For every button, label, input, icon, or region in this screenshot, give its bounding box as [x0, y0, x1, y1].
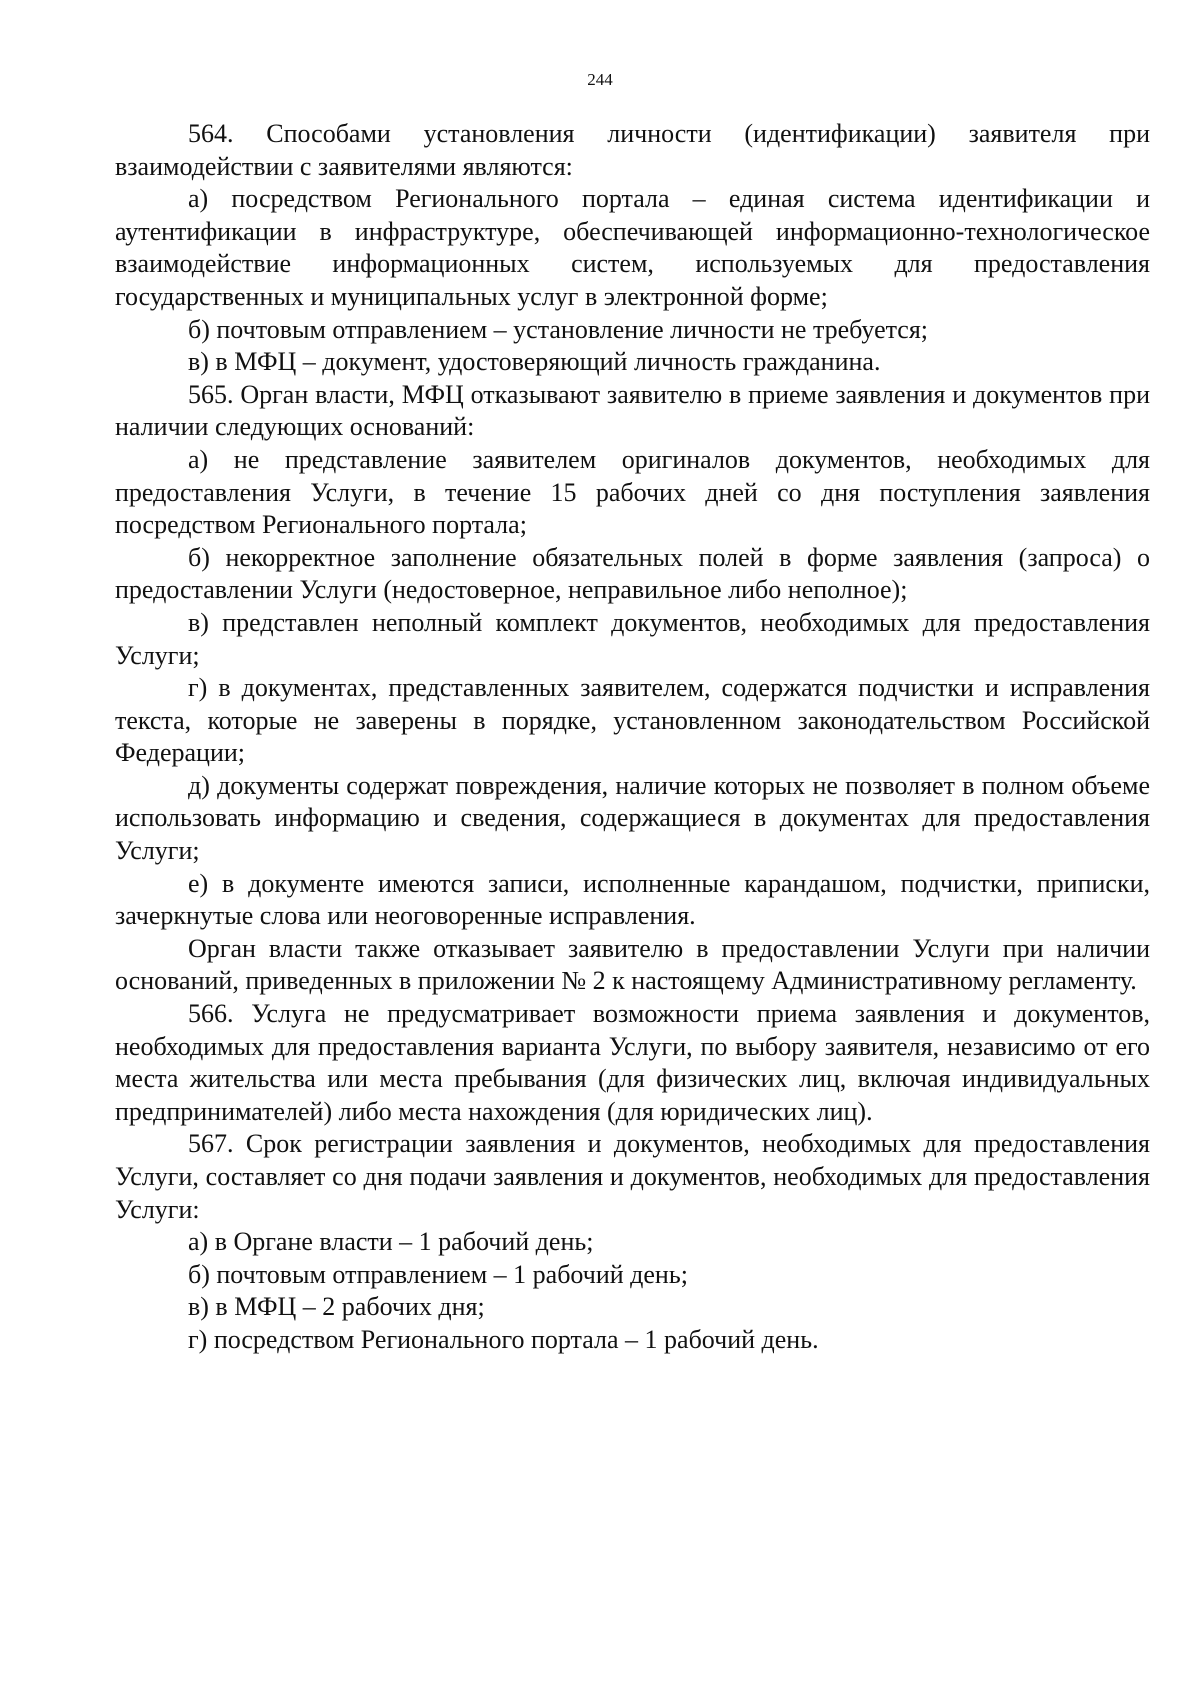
paragraph-567-intro: 567. Срок регистрации заявления и документов, необходимых для предоставления Услуги, составляет со дня подачи заявления и документов, необходимых для предоставления Услуги: [115, 1129, 1150, 1224]
paragraph-564-a: а) посредством Регионального портала – единая система идентификации и аутентификации в инфраструктуре, обеспечивающей информационно-технологическое взаимодействие информационных систем, используемых для предоставления государственных и муниципальных услуг в электронной форме; [115, 184, 1150, 311]
paragraph-567-g: г) посредством Регионального портала – 1 рабочий день. [188, 1324, 819, 1354]
paragraph-567-a: а) в Органе власти – 1 рабочий день; [188, 1227, 594, 1257]
paragraph-567-b: б) почтовым отправлением – 1 рабочий день; [188, 1259, 688, 1289]
paragraph-565-v: в) представлен неполный комплект документов, необходимых для предоставления Услуги; [115, 607, 1150, 670]
page-number: 244 [587, 70, 613, 89]
paragraph-566: 566. Услуга не предусматривает возможности приема заявления и документов, необходимых для предоставления варианта Услуги, по выбору заявителя, независимо от его места жительства или места пребывания (для физических лиц, включая индивидуальных предпринимателей) либо места нахождения (для юридических лиц). [115, 999, 1150, 1126]
paragraph-565-d: д) документы содержат повреждения, наличие которых не позволяет в полном объеме использовать информацию и сведения, содержащиеся в документах для предоставления Услуги; [115, 770, 1150, 866]
paragraph-565-b: б) некорректное заполнение обязательных полей в форме заявления (запроса) о предоставлении Услуги (недостоверное, неправильное либо неполное); [115, 542, 1150, 605]
paragraph-564-intro: 564. Способами установления личности (идентификации) заявителя при взаимодействии с заявителями являются: [115, 119, 1150, 181]
document-body [115, 118, 1150, 1357]
paragraph-564-b: б) почтовым отправлением – установление личности не требуется; [188, 314, 929, 344]
paragraph-565-a: а) не представление заявителем оригиналов документов, необходимых для предоставления Услуги, в течение 15 рабочих дней со дня поступления заявления посредством Регионального портала; [115, 444, 1150, 540]
paragraph-565-intro: 565. Орган власти, МФЦ отказывают заявителю в приеме заявления и документов при наличии следующих оснований: [115, 379, 1150, 442]
paragraph-567-v: в) в МФЦ – 2 рабочих дня; [188, 1292, 485, 1322]
paragraph-564-v: в) в МФЦ – документ, удостоверяющий личность гражданина. [188, 347, 881, 377]
paragraph-565-g: г) в документах, представленных заявителем, содержатся подчистки и исправления текста, которые не заверены в порядке, установленном законодательством Российской Федерации; [115, 673, 1150, 768]
paragraph-565-refusal: Орган власти также отказывает заявителю в предоставлении Услуги при наличии оснований, приведенных в приложении № 2 к настоящему Административному регламенту. [115, 933, 1150, 996]
paragraph-565-e: е) в документе имеются записи, исполненные карандашом, подчистки, приписки, зачеркнутые слова или неоговоренные исправления. [115, 868, 1150, 931]
